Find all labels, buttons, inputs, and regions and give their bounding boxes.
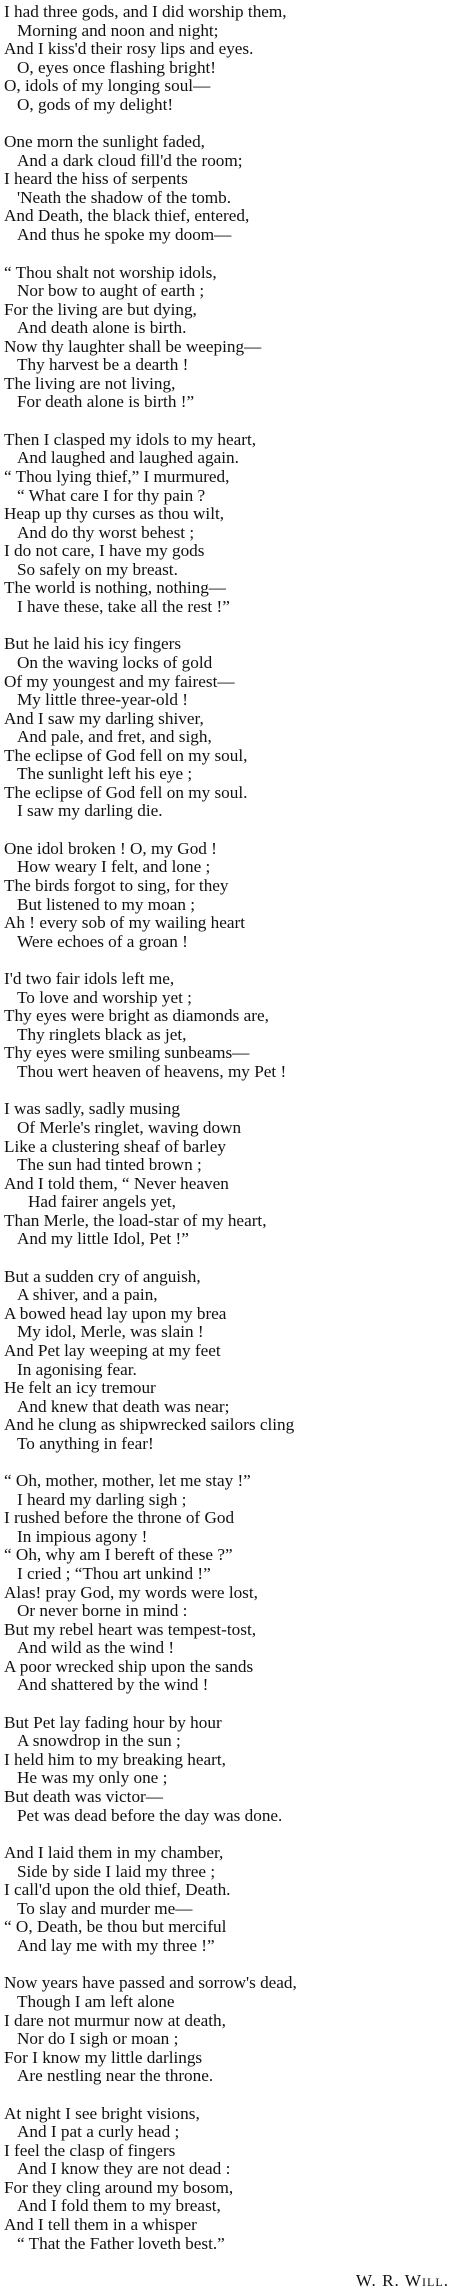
poem-line: And Death, the black thief, entered,: [4, 207, 250, 226]
poem-line: Like a clustering sheaf of barley: [4, 1137, 226, 1156]
poem-line: The eclipse of God fell on my soul.: [4, 783, 248, 802]
poem-line: Are nestling near the throne.: [17, 2067, 214, 2086]
poem-line: To anything in fear!: [17, 1434, 154, 1453]
poem-line: “ Oh, mother, mother, let me stay !”: [4, 1472, 251, 1491]
author-signature: W. R. Will.: [355, 2271, 449, 2291]
poem-line: And I know they are not dead :: [17, 2160, 231, 2179]
poem-line: Were echoes of a groan !: [17, 932, 188, 951]
poem-line: To love and worship yet ;: [17, 988, 192, 1007]
poem-line: And I told them, “ Never heaven: [4, 1174, 229, 1193]
poem-line: O, idols of my longing soul—: [4, 77, 211, 96]
poem-line: The world is nothing, nothing—: [4, 579, 226, 598]
poem-line: To slay and murder me—: [17, 1899, 193, 1918]
poem-line: And he clung as shipwrecked sailors cling: [4, 1416, 295, 1435]
stanza: [4, 970, 459, 1081]
poem-line: And lay me with my three !”: [17, 1936, 215, 1955]
poem-line: “ Thou lying thief,” I murmured,: [4, 468, 230, 487]
poem-line: “ What care I for thy pain ?: [17, 486, 206, 505]
poem-line: At night I see bright visions,: [4, 2104, 200, 2123]
stanza: [4, 1844, 459, 1955]
poem-line: And death alone is birth.: [17, 319, 187, 338]
poem-line: Now years have passed and sorrow's dead,: [4, 1974, 297, 1993]
poem-line: I feel the clasp of fingers: [4, 2141, 176, 2160]
poem-line: Pet was dead before the day was done.: [17, 1806, 283, 1825]
poem-line: One idol broken ! O, my God !: [4, 839, 217, 858]
poem-line: The birds forgot to sing, for they: [4, 876, 229, 895]
poem-line: Nor do I sigh or moan ;: [17, 2030, 179, 2049]
poem-line: Thy ringlets black as jet,: [17, 1025, 187, 1044]
poem-line: A snowdrop in the sun ;: [17, 1732, 181, 1751]
poem-line: The sun had tinted brown ;: [17, 1156, 202, 1175]
poem-line: Of Merle's ringlet, waving down: [17, 1118, 242, 1137]
poem-line: Then I clasped my idols to my heart,: [4, 430, 257, 449]
poem-line: My idol, Merle, was slain !: [17, 1323, 204, 1342]
poem-line: And do thy worst behest ;: [17, 523, 195, 542]
poem-line: And my little Idol, Pet !”: [17, 1230, 189, 1249]
poem-line: For they cling around my bosom,: [4, 2178, 234, 2197]
poem-line: Of my youngest and my fairest—: [4, 672, 235, 691]
poem-line: I dare not murmur now at death,: [4, 2011, 226, 2030]
stanza: [4, 3, 459, 114]
poem-line: And I saw my darling shiver,: [4, 709, 204, 728]
poem-line: My little three-year-old !: [17, 691, 188, 710]
poem-line: “ Oh, why am I bereft of these ?”: [4, 1546, 233, 1565]
poem-line: Had fairer angels yet,: [28, 1193, 176, 1212]
poem-line: And I kiss'd their rosy lips and eyes.: [4, 40, 254, 59]
poem-line: He felt an icy tremour: [4, 1379, 156, 1398]
poem-line: Nor bow to aught of earth ;: [17, 282, 205, 301]
poem-line: But listened to my moan ;: [17, 895, 196, 914]
poem-line: Ah ! every sob of my wailing heart: [4, 914, 246, 933]
poem-line: And laughed and laughed again.: [17, 449, 239, 468]
poem-line: A shiver, and a pain,: [17, 1286, 158, 1305]
stanza: [4, 2105, 459, 2253]
poem-line: But Pet lay fading hour by hour: [4, 1713, 222, 1732]
poem-line: “ That the Father loveth best.”: [17, 2234, 225, 2253]
poem-line: The living are not living,: [4, 374, 176, 393]
poem-line: And knew that death was near;: [17, 1397, 230, 1416]
poem-line: I was sadly, sadly musing: [4, 1100, 180, 1119]
poem-line: I call'd upon the old thief, Death.: [4, 1881, 231, 1900]
poem-line: “ Thou shalt not worship idols,: [4, 263, 217, 282]
poem-line: Thy eyes were bright as diamonds are,: [4, 1007, 269, 1026]
poem-line: Alas! pray God, my words were lost,: [4, 1583, 258, 1602]
poem-line: And shattered by the wind !: [17, 1676, 209, 1695]
poem-line: I have these, take all the rest !”: [17, 597, 230, 616]
poem-line: And I tell them in a whisper: [4, 2215, 197, 2234]
stanza: [4, 1974, 459, 2085]
poem-line: I had three gods, and I did worship them,: [4, 3, 287, 21]
poem-line: But death was victor—: [4, 1788, 163, 1807]
poem-line: He was my only one ;: [17, 1769, 168, 1788]
poem-line: Thy eyes were smiling sunbeams—: [4, 1044, 250, 1063]
poem-line: Side by side I laid my three ;: [17, 1862, 216, 1881]
stanza: [4, 840, 459, 951]
poem-line: How weary I felt, and lone ;: [17, 858, 211, 877]
poem-line: O, eyes once flashing bright!: [17, 58, 217, 77]
poem-line: I held him to my breaking heart,: [4, 1750, 226, 1769]
poem-line: Or never borne in mind :: [17, 1602, 188, 1621]
poem-line: But my rebel heart was tempest-tost,: [4, 1620, 257, 1639]
stanza: [4, 1714, 459, 1825]
poem-line: Than Merle, the load-star of my heart,: [4, 1211, 267, 1230]
poem-line: Thy harvest be a dearth !: [17, 356, 189, 375]
poem-line: I saw my darling die.: [17, 802, 163, 821]
poem-line: For death alone is birth !”: [17, 393, 195, 412]
stanza: [4, 264, 459, 412]
poem-line: And I fold them to my breast,: [17, 2197, 221, 2216]
poem-line: For the living are but dying,: [4, 300, 197, 319]
poem-body: [4, 3, 459, 2253]
poem-line: But a sudden cry of anguish,: [4, 1267, 201, 1286]
poem-line: And I pat a curly head ;: [17, 2123, 180, 2142]
poem-line: The eclipse of God fell on my soul,: [4, 746, 248, 765]
poem-line: I rushed before the throne of God: [4, 1509, 235, 1528]
poem-line: But he laid his icy fingers: [4, 635, 182, 654]
poem-line: And I laid them in my chamber,: [4, 1844, 224, 1863]
stanza: [4, 635, 459, 820]
stanza: [4, 1100, 459, 1248]
poem-line: So safely on my breast.: [17, 560, 178, 579]
stanza: [4, 1268, 459, 1453]
poem-line: A poor wrecked ship upon the sands: [4, 1657, 254, 1676]
poem-line: O, gods of my delight!: [17, 95, 174, 114]
poem-line: One morn the sunlight faded,: [4, 133, 205, 152]
poem-line: Thou wert heaven of heavens, my Pet !: [17, 1062, 287, 1081]
poem-line: I heard the hiss of serpents: [4, 170, 188, 189]
poem-line: For I know my little darlings: [4, 2048, 203, 2067]
poem-line: And Pet lay weeping at my feet: [4, 1342, 221, 1360]
poem-line: In impious agony !: [17, 1527, 148, 1546]
poem-line: I cried ; “Thou art unkind !”: [17, 1565, 211, 1584]
poem-line: And wild as the wind !: [17, 1639, 175, 1658]
poem-line: The sunlight left his eye ;: [17, 765, 193, 784]
poem-line: In agonising fear.: [17, 1360, 137, 1379]
poem-line: 'Neath the shadow of the tomb.: [17, 188, 232, 207]
poem-line: On the waving locks of gold: [17, 653, 213, 672]
poem-line: Though I am left alone: [17, 1992, 175, 2011]
poem-line: “ O, Death, be thou but merciful: [4, 1918, 227, 1937]
poem-line: I heard my darling sigh ;: [17, 1490, 187, 1509]
stanza: [4, 1472, 459, 1695]
poem-line: A bowed head lay upon my brea: [4, 1304, 227, 1323]
poem-line: I'd two fair idols left me,: [4, 970, 175, 989]
poem-line: And pale, and fret, and sigh,: [17, 728, 212, 747]
stanza: [4, 431, 459, 616]
poem-line: And thus he spoke my doom—: [17, 226, 232, 245]
stanza: [4, 133, 459, 244]
poem-line: Heap up thy curses as thou wilt,: [4, 505, 225, 524]
poem-line: Morning and noon and night;: [17, 21, 219, 40]
poem-line: And a dark cloud fill'd the room;: [17, 151, 243, 170]
poem-line: I do not care, I have my gods: [4, 542, 205, 561]
poem-line: Now thy laughter shall be weeping—: [4, 337, 262, 356]
